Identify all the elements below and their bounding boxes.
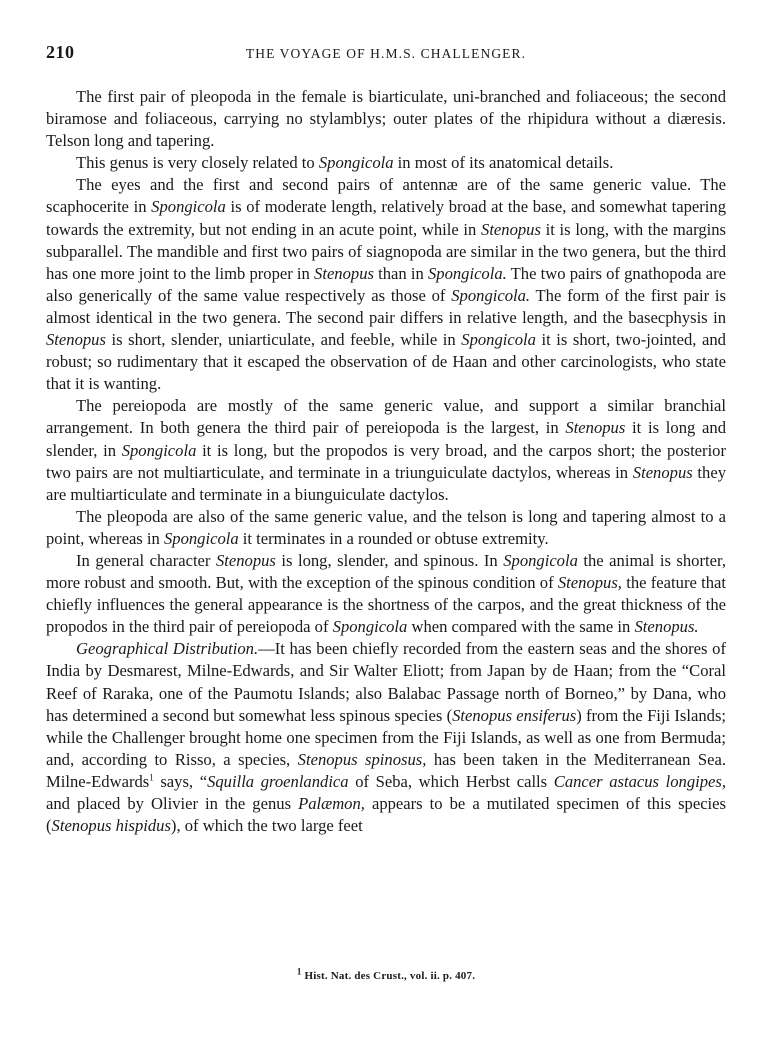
text-run: ) from the Fiji Islands; while the Challenger brought home one specimen from the Fiji Islands, as well as one from Bermuda; and, according to Risso, a species, <box>46 705 727 769</box>
italic-text: Stenopus hispidus <box>51 816 171 836</box>
footnote-text: Hist. Nat. des Crust., vol. ii. p. 407. <box>301 970 476 982</box>
footnote-reference: 1 <box>149 772 154 783</box>
text-run: they are multiarticulate and terminate in a biunguiculate dactylos. <box>46 462 727 504</box>
italic-text: Spongicola <box>503 550 578 570</box>
text-run: and placed by Olivier in the genus <box>46 794 299 813</box>
italic-text: Cancer astacus longipes, <box>553 771 727 791</box>
italic-text: Stenopus <box>46 330 106 350</box>
paragraph <box>46 550 726 638</box>
italic-text: Stenopus <box>215 550 276 570</box>
text-run: In general character <box>76 550 216 570</box>
paragraph <box>46 174 726 395</box>
book-page <box>46 42 727 982</box>
text-run: has been taken in the Mediterranean Sea. Milne-Edwards <box>46 749 727 791</box>
italic-text: Stenopus ensiferus <box>452 705 577 725</box>
italic-text: Stenopus <box>314 263 374 283</box>
italic-text: Palæmon, <box>298 794 365 813</box>
italic-text: Stenopus <box>565 418 626 438</box>
italic-text: Stenopus, <box>557 573 622 593</box>
italic-text: Stenopus <box>632 462 693 482</box>
text-run: the animal is shorter, more robust and smooth. But, with the exception of the spinous condition of <box>46 550 726 593</box>
text-run: This genus is very closely related to <box>76 153 319 173</box>
paragraph <box>46 152 726 174</box>
paragraph <box>46 86 726 152</box>
text-run: it is long and slender, in <box>46 418 726 460</box>
text-run: is of moderate length, relatively broad at the base, and somewhat tapering towards the extremity, but not ending in an acute point, while in <box>46 197 727 239</box>
italic-text: Spongicola <box>163 528 239 548</box>
text-run: than in <box>373 263 428 283</box>
text-run: appears to be a mutilated specimen of this species ( <box>46 794 726 836</box>
italic-text: Squilla groenlandica <box>207 771 349 791</box>
paragraph <box>46 395 726 505</box>
text-run: The eyes and the first and second pairs of antennæ are of the same generic value. The scaphocerite in <box>46 175 726 217</box>
italic-text: Stenopus spinosus, <box>297 749 427 769</box>
text-run: it is short, two-jointed, and robust; so rudimentary that it escaped the observation of de Haan and other carcinologists, who state that it is wanting. <box>46 330 726 394</box>
text-run: of Seba, which Herbst calls <box>348 771 554 791</box>
text-run: says, “ <box>153 771 208 791</box>
text-run: when compared with the same in <box>407 617 635 637</box>
italic-text: Spongicola <box>332 617 408 637</box>
text-run: it is long, but the propodos is very broad, and the carpos short; the posterior two pairs are not multiarticulate, and terminate in a triunguiculate dactylos, whereas in <box>46 440 727 482</box>
text-run: The form of the first pair is almost identical in the two genera. The second pair differs in relative length, and the basecphysis in <box>46 285 726 327</box>
italic-text: Spongicola <box>151 197 226 217</box>
footnote <box>46 966 726 982</box>
running-head <box>46 42 726 72</box>
text-run: The first pair of pleopoda in the female is biarticulate, uni-branched and foliaceous; the second biramose and foliaceous, carrying no stylamblys; outer plates of the rhipidura without a diæresis. Telson long and tapering. <box>46 87 726 151</box>
paragraph <box>46 638 726 837</box>
text-run: The pereiopoda are mostly of the same generic value, and support a similar branchial arrangement. In both genera the third pair of pereiopoda is the largest, in <box>46 396 726 438</box>
page-number: 210 <box>46 42 75 62</box>
text-run: ), of which the two large feet <box>170 816 363 836</box>
body-text <box>46 86 726 837</box>
italic-text: Stenopus. <box>634 617 699 637</box>
text-run: it terminates in a rounded or obtuse extremity. <box>238 528 549 548</box>
italic-text: Spongicola. <box>451 285 531 305</box>
running-title: THE VOYAGE OF H.M.S. CHALLENGER. <box>245 46 527 61</box>
paragraph <box>46 506 726 550</box>
italic-text: Geographical Distribution. <box>76 639 259 659</box>
italic-text: Spongicola <box>318 153 394 173</box>
italic-text: Spongicola. <box>427 263 507 283</box>
italic-text: Stenopus <box>481 219 541 239</box>
italic-text: Spongicola <box>461 330 536 350</box>
text-run: the feature that chiefly influences the general appearance is the shortness of the carpos, and the great thickness of the propodos in the third pair of pereiopoda of <box>46 573 726 637</box>
text-run: is long, slender, and spinous. In <box>275 550 504 570</box>
text-run: The two pairs of gnathopoda are also generically of the same value respectively as those of <box>46 263 726 305</box>
text-run: The pleopoda are also of the same generic value, and the telson is long and tapering almost to a point, whereas in <box>46 506 726 548</box>
text-run: is short, slender, uniarticulate, and feeble, while in <box>105 330 462 350</box>
italic-text: Spongicola <box>121 440 197 460</box>
text-run: it is long, with the margins subparallel. The mandible and first two pairs of siagnopoda are similar in the two genera, but the third has one more joint to the limb proper in <box>46 219 726 283</box>
text-run: in most of its anatomical details. <box>393 153 614 173</box>
footnote-marker: 1 <box>296 966 302 977</box>
text-run: —It has been chiefly recorded from the eastern seas and the shores of India by Desmarest, Milne-Edwards, and Sir Walter Eliott; from Japan by de Haan; from the “Coral Reef of Raraka, one of the Paumotu Islands; also Balabac Passage north of Borneo,” by Dana, who has determined a second but somewhat less spinous species ( <box>46 639 726 725</box>
